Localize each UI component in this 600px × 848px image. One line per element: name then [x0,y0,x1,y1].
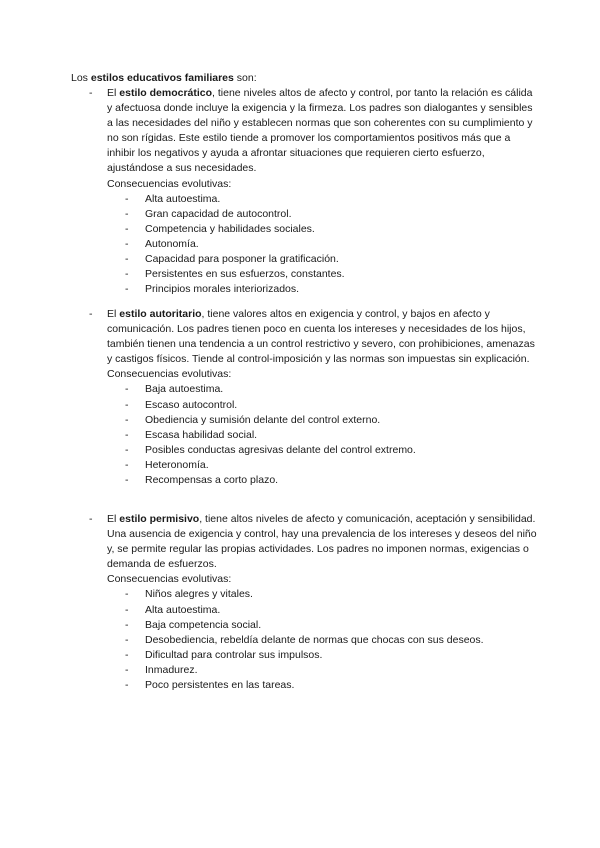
list-item [107,192,539,207]
section-bullet: - [89,308,93,320]
list-item-text: Baja competencia social. [145,618,262,631]
section-title: estilo democrático [119,87,213,99]
section-permisivo [89,512,539,693]
list-item [107,413,539,428]
list-item-text: Persistentes en sus esfuerzos, constantes. [145,268,345,281]
list-bullet: - [125,253,129,266]
section-prefix: El [107,87,120,99]
list-item [107,398,539,413]
list-bullet: - [125,588,129,601]
list-bullet: - [125,222,129,235]
list-item [107,587,539,602]
list-bullet: - [125,618,129,631]
list-item [107,252,539,267]
list-item-text: Capacidad para posponer la gratificación. [145,253,339,266]
consequences-list [107,192,539,298]
list-bullet: - [125,474,129,487]
list-item-text: Desobediencia, rebeldía delante de normas que chocas con sus deseos. [145,633,484,646]
list-item [107,237,539,252]
consequences-label: Consecuencias evolutivas: [107,368,232,381]
list-item [107,618,539,633]
list-bullet: - [125,398,129,411]
intro-suffix: son: [233,72,257,84]
list-item-text: Obediencia y sumisión delante del control externo. [145,413,381,426]
list-item-text: Gran capacidad de autocontrol. [145,207,292,220]
list-item [107,458,539,473]
list-item-text: Posibles conductas agresivas delante del control extremo. [145,443,416,456]
list-item-text: Niños alegres y vitales. [145,588,253,601]
consequences-list [107,587,539,693]
list-item [107,443,539,458]
list-item [107,633,539,648]
section-text: , tiene altos niveles de afecto y comunicación, aceptación y sensibilidad. Una ausencia de exigencia y control, hay una prevalencia de los intereses y deseos del niño y, se permite regular las propias actividades. Los padres no imponen normas, exigencias o demanda de esfuerzos. [107,513,537,571]
section-title: estilo permisivo [119,513,200,525]
list-item [107,282,539,297]
list-item-text: Alta autoestima. [145,192,221,205]
list-item [107,382,539,397]
section-paragraph [107,307,539,367]
list-item [107,648,539,663]
list-item [107,267,539,282]
consequences-label: Consecuencias evolutivas: [107,573,232,586]
section-prefix: El [107,308,120,320]
section-text: , tiene valores altos en exigencia y control, y bajos en afecto y comunicación. Los padres tienen poco en cuenta los intereses y necesidades de los hijos, también tienen una tendencia a un control restrictivo y severo, con prohibiciones, amenazas y castigos físicos. Tiende al control-imposición y las normas son impuestas sin explicación. [107,308,535,366]
list-bullet: - [125,663,129,676]
intro-line [71,71,257,86]
section-paragraph [107,512,539,572]
section-prefix: El [107,513,120,525]
list-item [107,222,539,237]
list-item [107,207,539,222]
list-bullet: - [125,207,129,220]
list-item [107,663,539,678]
section-democratico [89,86,539,297]
list-item-text: Recompensas a corto plazo. [145,474,279,487]
list-bullet: - [125,648,129,661]
list-bullet: - [125,603,129,616]
list-bullet: - [125,458,129,471]
section-bullet: - [89,513,93,525]
list-bullet: - [125,633,129,646]
list-item-text: Poco persistentes en las tareas. [145,679,295,692]
list-bullet: - [125,443,129,456]
list-bullet: - [125,679,129,692]
list-bullet: - [125,413,129,426]
section-paragraph [107,86,539,177]
list-item-text: Heteronomía. [145,458,209,471]
list-item-text: Baja autoestima. [145,383,224,396]
list-bullet: - [125,268,129,281]
list-bullet: - [125,283,129,296]
list-item-text: Escasa habilidad social. [145,428,258,441]
list-item-text: Alta autoestima. [145,603,221,616]
list-bullet: - [125,192,129,205]
intro-bold: estilos educativos familiares [90,72,234,84]
section-text: , tiene niveles altos de afecto y control, por tanto la relación es cálida y afectuosa donde incluye la exigencia y la firmeza. Los padres son dialogantes y sensibles a las necesidades del niño y establecen normas que son coherentes con su cumplimiento y no son rígidas. Este estilo tiende a promover los comportamientos positivos más que a inhibir los negativos y ayuda a afrontar situaciones que requieren cierto esfuerzo, ajustándose a sus necesidades. [107,87,533,175]
section-title: estilo autoritario [119,308,202,320]
list-item-text: Dificultad para controlar sus impulsos. [145,648,323,661]
consequences-label: Consecuencias evolutivas: [107,177,232,190]
list-item-text: Principios morales interiorizados. [145,283,300,296]
list-item [107,473,539,488]
section-autoritario [89,307,539,488]
list-item [107,603,539,618]
consequences-list [107,382,539,488]
list-bullet: - [125,383,129,396]
list-bullet: - [125,428,129,441]
list-item [107,678,539,693]
intro-prefix: Los [71,72,91,84]
list-item-text: Autonomía. [145,237,199,250]
list-item [107,428,539,443]
section-bullet: - [89,87,93,99]
list-bullet: - [125,237,129,250]
list-item-text: Escaso autocontrol. [145,398,238,411]
list-item-text: Inmadurez. [145,663,198,676]
list-item-text: Competencia y habilidades sociales. [145,222,315,235]
